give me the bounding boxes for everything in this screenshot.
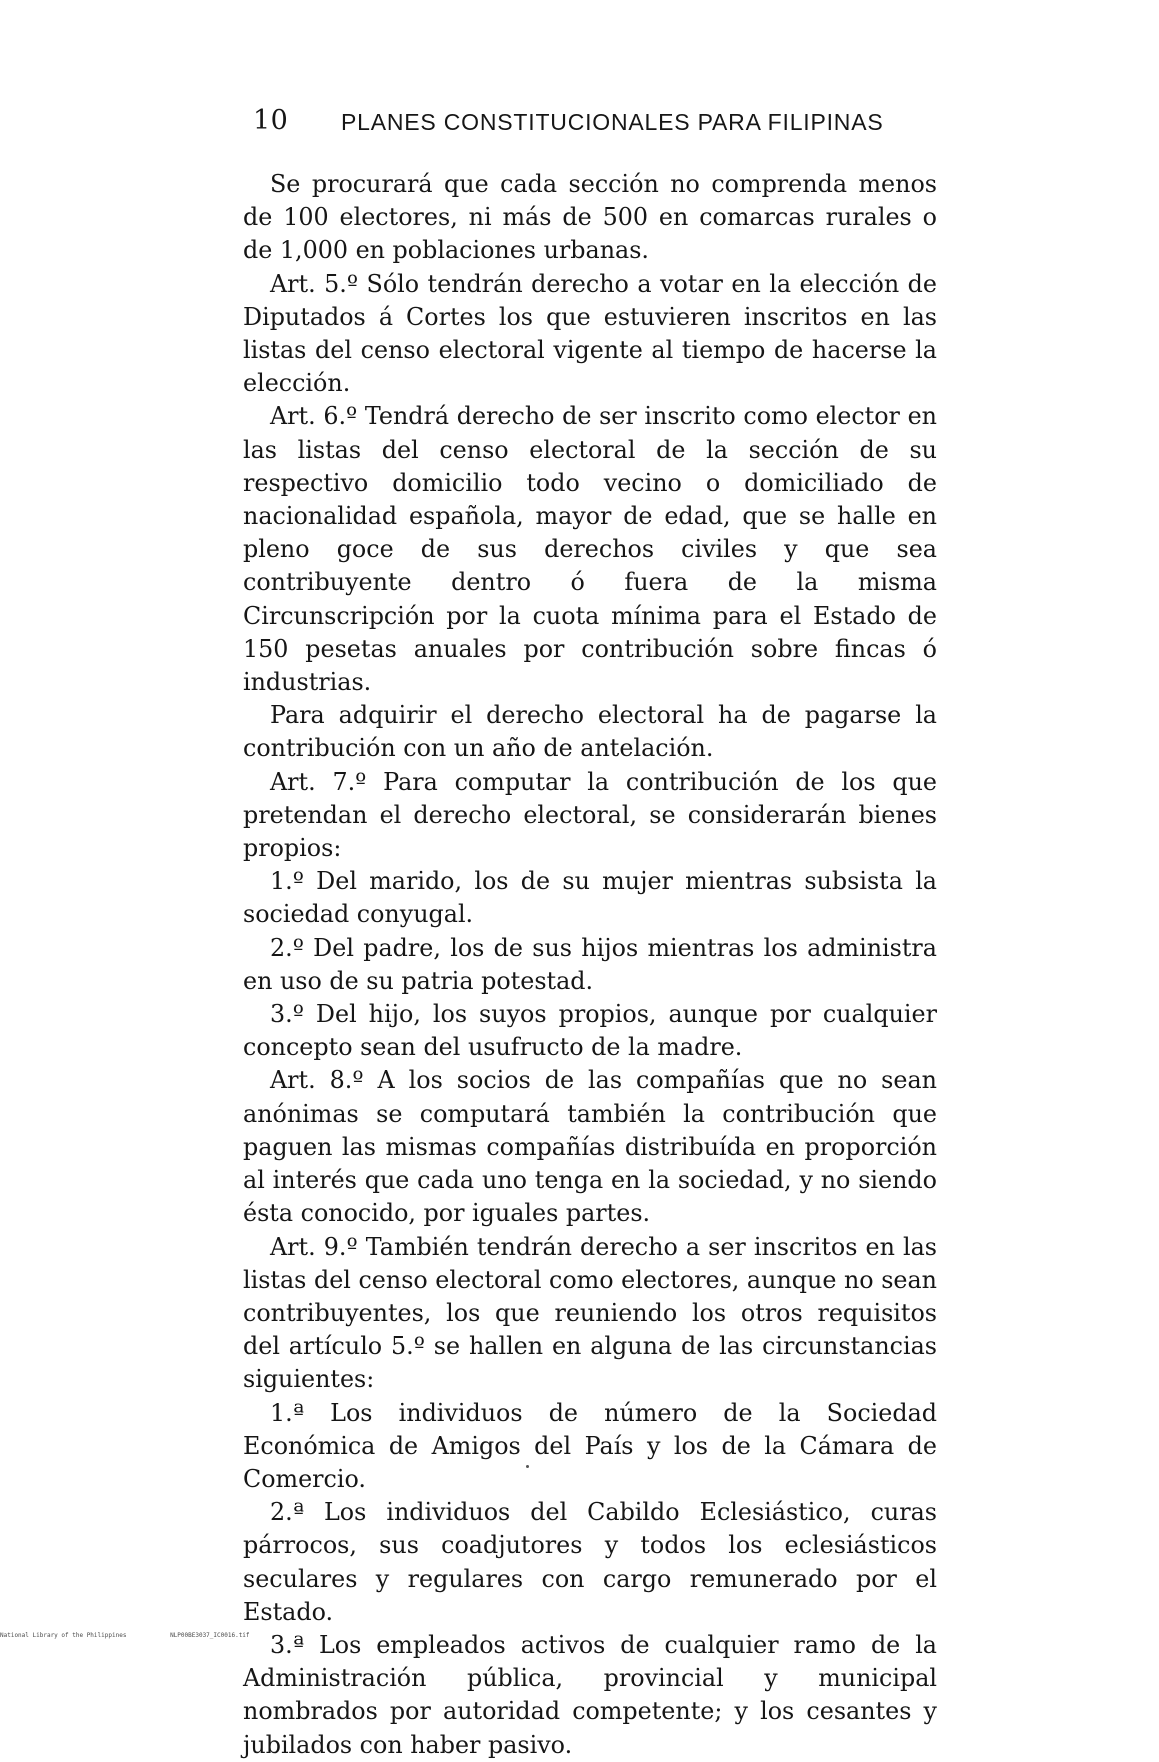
- footer-library: National Library of the Philippines: [0, 1632, 127, 1639]
- list-item-3a-empleados: 3.ª Los empleados activos de cualquier ramo de la Administración pública, provincial y municipal nombrados por autoridad competente; y los cesantes y jubilados con haber pasivo.: [243, 1630, 937, 1759]
- paragraph-art-5: Art. 5.º Sólo tendrán derecho a votar en la elección de Diputados á Cortes los que estuvieren inscritos en las listas del censo electoral vigente al tiempo de hacerse la elección.: [243, 269, 937, 398]
- ink-speck: [526, 1465, 529, 1468]
- list-item-1a-sociedad: 1.ª Los individuos de número de la Sociedad Económica de Amigos del País y los de la Cámara de Comercio.: [243, 1398, 937, 1493]
- list-item-2a-cabildo: 2.ª Los individuos del Cabildo Eclesiástico, curas párrocos, sus coadjutores y todos los eclesiásticos seculares y regulares con cargo remunerado por el Estado.: [243, 1498, 937, 1626]
- scan-footer: [0, 1632, 290, 1639]
- paragraph-antelacion: Para adquirir el derecho electoral ha de pagarse la contribución con un año de antelación.: [243, 701, 937, 763]
- paragraph-art-9: Art. 9.º También tendrán derecho a ser inscritos en las listas del censo electoral como electores, aunque no sean contribuyentes, los que reuniendo los otros requisitos del artículo 5.º se hallen en alguna de las circunstancias siguientes:: [243, 1232, 938, 1394]
- list-item-3-hijo: 3.º Del hijo, los suyos propios, aunque por cualquier concepto sean del usufructo de la madre.: [243, 1000, 937, 1062]
- list-item-2-padre: 2.º Del padre, los de sus hijos mientras los administra en uso de su patria potestad.: [243, 933, 937, 995]
- page-number: 10: [253, 105, 289, 136]
- paragraph-art-6: Art. 6.º Tendrá derecho de ser inscrito como elector en las listas del censo electoral de la sección de su respectivo domicilio todo vecino o domiciliado de nacionalidad española, mayor de edad, que se halle en pleno goce de sus derechos civiles y que sea contribuyente dentro ó fuera de la misma Circunscripción por la cuota mínima para el Estado de 150 pesetas anuales por contribución sobre fincas ó industrias.: [243, 402, 937, 697]
- page-header: [253, 105, 933, 145]
- footer-scan-id: NLP00BE3037_IC0016.tif: [170, 1632, 250, 1639]
- running-title: PLANES CONSTITUCIONALES PARA FILIPINAS: [341, 109, 884, 135]
- list-item-1-marido: 1.º Del marido, los de su mujer mientras subsista la sociedad conyugal.: [243, 867, 937, 929]
- paragraph-art-7: Art. 7.º Para computar la contribución de los que pretendan el derecho electoral, se considerarán bienes propios:: [243, 767, 937, 863]
- paragraph-sections: Se procurará que cada sección no comprenda menos de 100 electores, ni más de 500 en comarcas rurales o de 1,000 en poblaciones urbanas.: [243, 170, 937, 265]
- body-text: [243, 168, 937, 1762]
- paragraph-art-8: Art. 8.º A los socios de las compañías que no sean anónimas se computará también la contribución que paguen las mismas compañías distribuída en proporción al interés que cada uno tenga en la sociedad, y no siendo ésta conocido, por iguales partes.: [243, 1066, 937, 1228]
